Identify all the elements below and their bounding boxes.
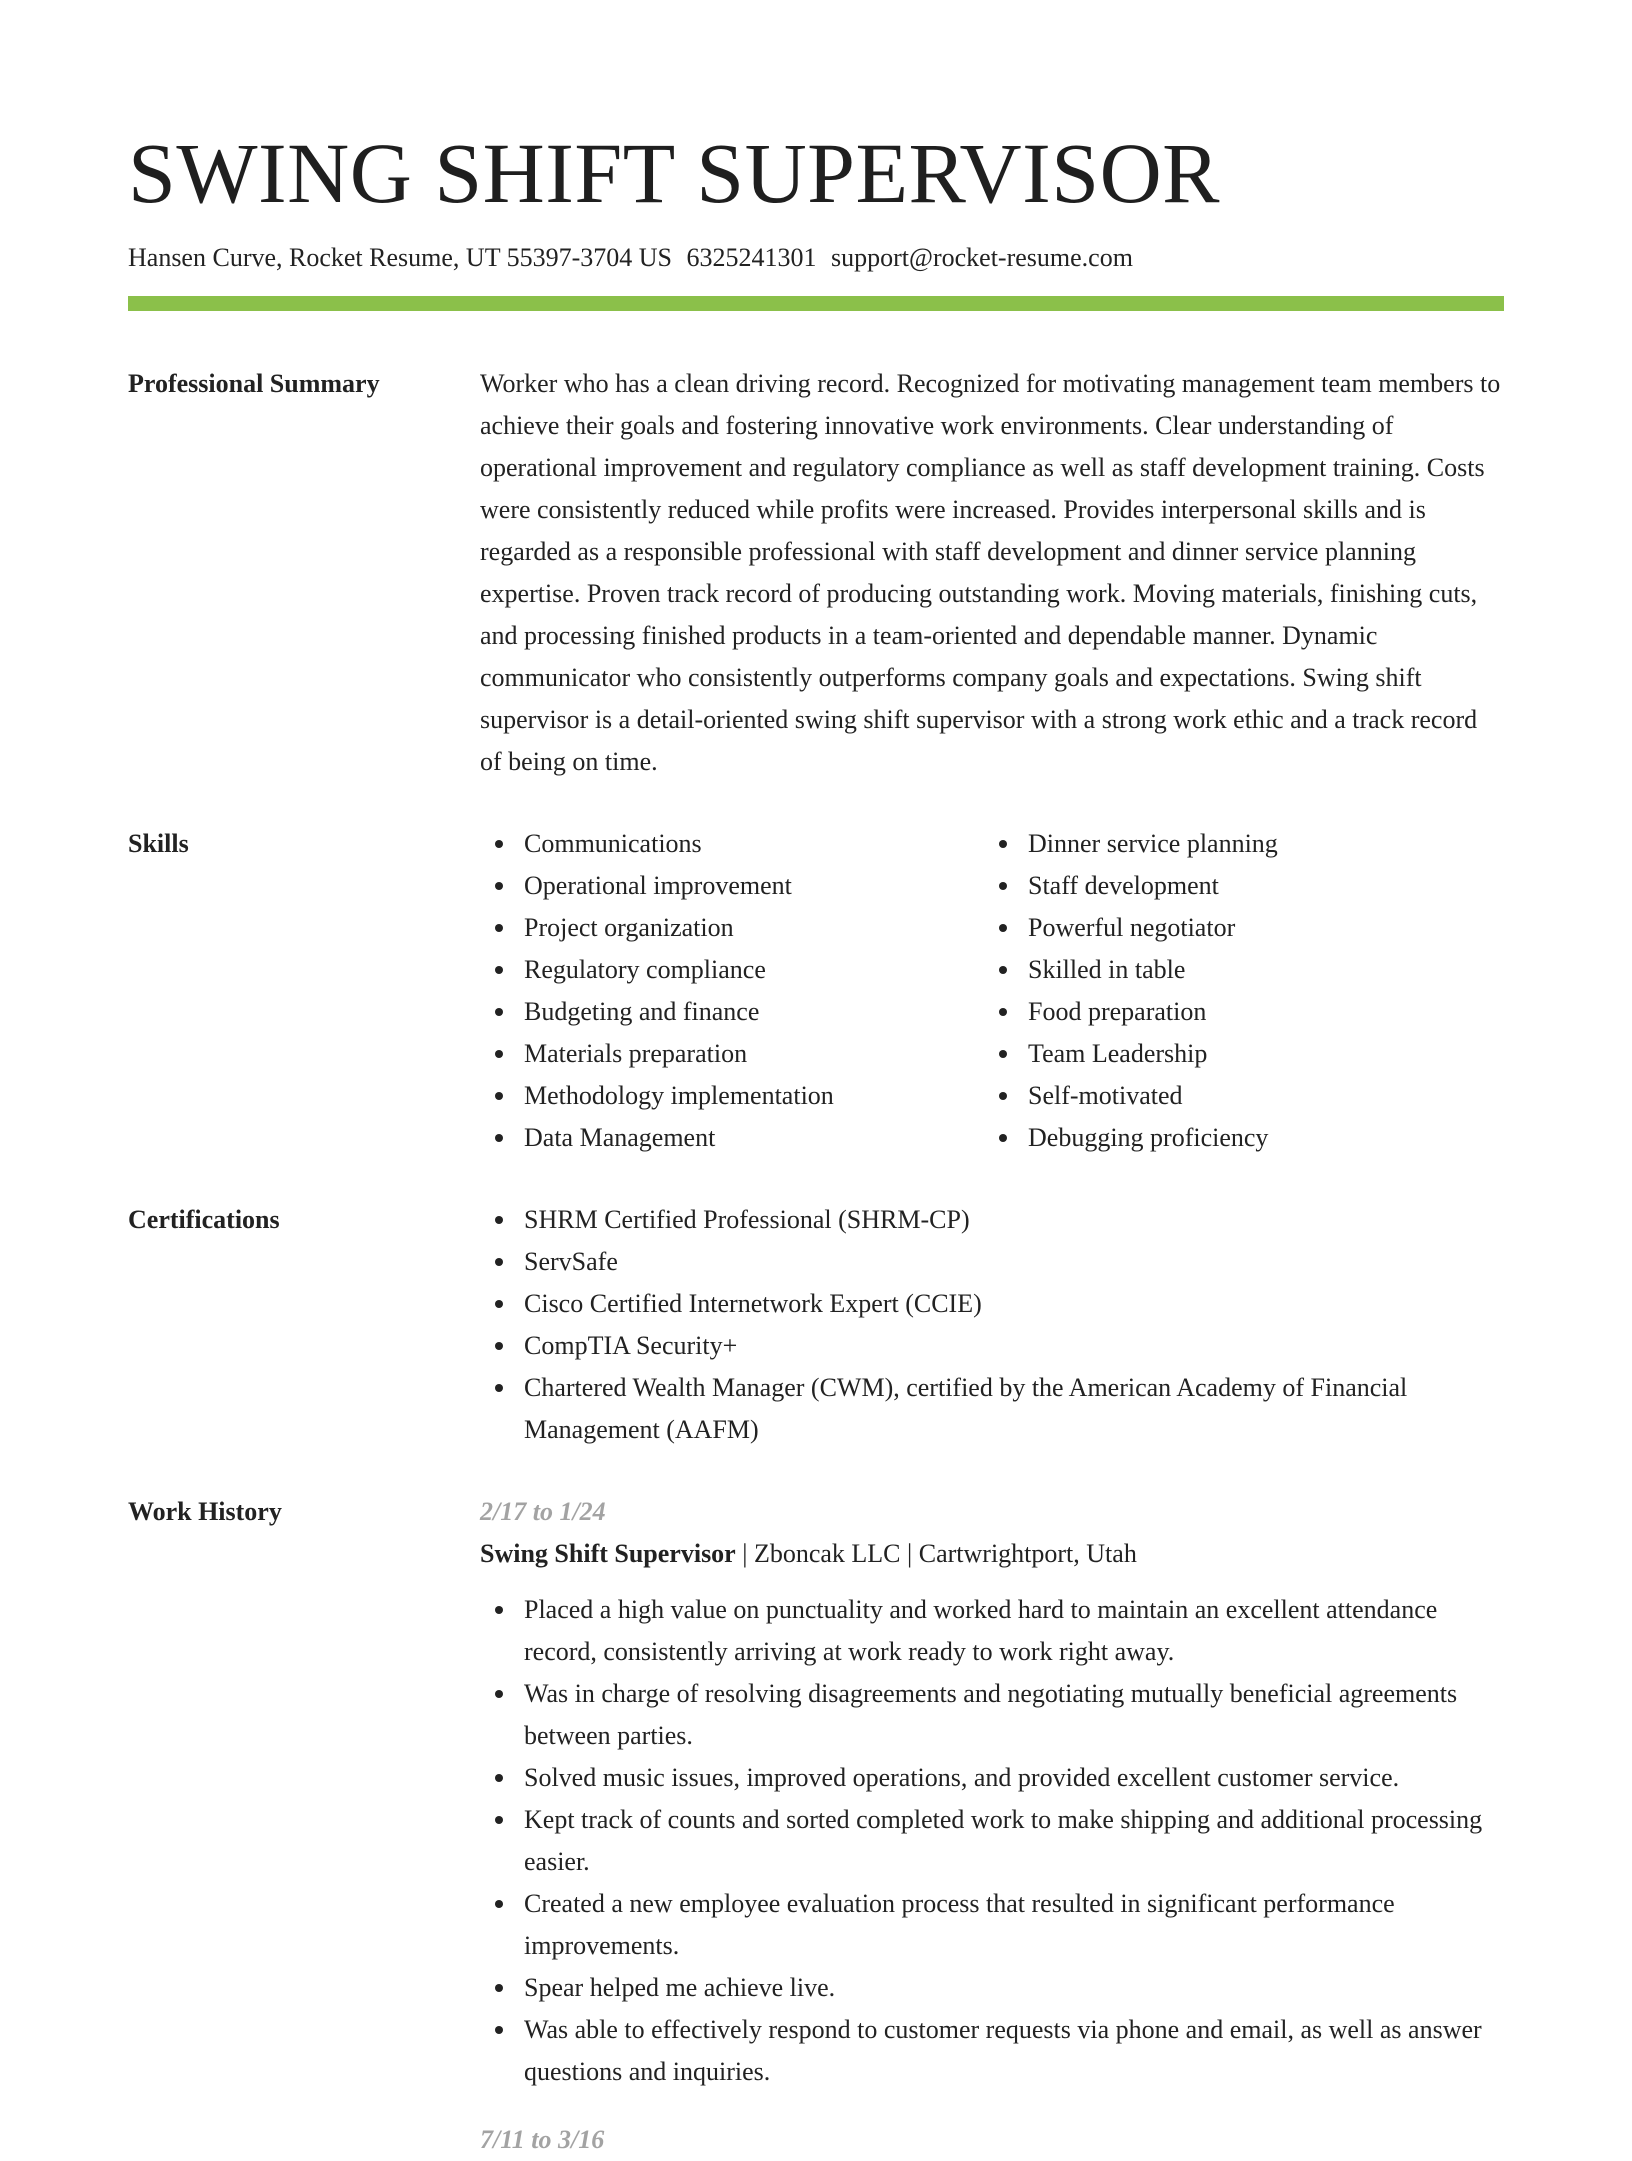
summary-text: Worker who has a clean driving record. Recognized for motivating management team members to achieve their goals and fostering innovative work environments. Clear understanding of operational improvement and regulatory compliance as well as staff development training. Costs were consistently reduced while profits were increased. Provides interpersonal skills and is regarded as a responsible professional with staff development and dinner service planning expertise. Proven track record of producing outstanding work. Moving materials, finishing cuts, and processing finished products in a team-oriented and dependable manner. Dynamic communicator who consistently outperforms company goals and expectations. Swing shift supervisor is a detail-oriented swing shift supervisor with a strong work ethic and a track record of being on time. <box>480 369 1501 776</box>
resume-page <box>128 0 1504 2161</box>
skill-item: Staff development <box>984 865 1488 907</box>
certification-item: ServSafe <box>480 1241 1504 1283</box>
skill-item: Skilled in table <box>984 949 1488 991</box>
contact-email[interactable]: support@rocket-resume.com <box>831 243 1133 272</box>
job-bullet: Was able to effectively respond to customer requests via phone and email, as well as answer questions and inquiries. <box>480 2009 1504 2093</box>
skill-item: Operational improvement <box>480 865 984 907</box>
section-label: Work History <box>128 1497 282 1526</box>
certification-item: Cisco Certified Internetwork Expert (CCIE) <box>480 1283 1504 1325</box>
skills-grid <box>480 823 1504 1159</box>
job-title-line <box>480 1533 1504 1575</box>
resume-name: SWING SHIFT SUPERVISOR <box>128 125 1221 221</box>
skills-list-right <box>984 823 1488 1159</box>
section-label: Certifications <box>128 1205 280 1234</box>
certification-item: CompTIA Security+ <box>480 1325 1504 1367</box>
skill-item: Dinner service planning <box>984 823 1488 865</box>
job-location: Cartwrightport, Utah <box>918 1539 1137 1568</box>
job-entry <box>480 2119 1504 2161</box>
job-entry <box>480 1491 1504 2093</box>
job-bullet: Spear helped me achieve live. <box>480 1967 1504 2009</box>
job-bullet: Was in charge of resolving disagreements and negotiating mutually beneficial agreements between parties. <box>480 1673 1504 1757</box>
skill-item: Food preparation <box>984 991 1488 1033</box>
section-work-history <box>128 1491 1504 2161</box>
skill-item: Debugging proficiency <box>984 1117 1488 1159</box>
skill-item: Materials preparation <box>480 1033 984 1075</box>
skill-item: Team Leadership <box>984 1033 1488 1075</box>
job-company: Zboncak LLC <box>753 1539 901 1568</box>
certification-item: Chartered Wealth Manager (CWM), certified by the American Academy of Financial Management (AAFM) <box>480 1367 1504 1451</box>
skill-item: Regulatory compliance <box>480 949 984 991</box>
section-label: Skills <box>128 829 189 858</box>
skill-item: Methodology implementation <box>480 1075 984 1117</box>
skill-item: Powerful negotiator <box>984 907 1488 949</box>
section-skills <box>128 823 1504 1159</box>
certifications-list <box>480 1199 1504 1451</box>
header-divider <box>128 296 1504 311</box>
separator: | <box>907 1539 919 1568</box>
job-bullet: Solved music issues, improved operations, and provided excellent customer service. <box>480 1757 1504 1799</box>
contact-phone: 6325241301 <box>686 243 817 272</box>
skill-item: Communications <box>480 823 984 865</box>
job-bullet: Placed a high value on punctuality and worked hard to maintain an excellent attendance record, consistently arriving at work ready to work right away. <box>480 1589 1504 1673</box>
skills-list-left <box>480 823 984 1159</box>
job-bullets <box>480 1589 1504 2093</box>
skill-item: Self-motivated <box>984 1075 1488 1117</box>
skills-body <box>480 823 1504 1159</box>
work-body <box>480 1491 1504 2161</box>
job-dates: 7/11 to 3/16 <box>480 2125 605 2154</box>
section-professional-summary <box>128 363 1504 783</box>
contact-line <box>128 242 1504 274</box>
contact-address: Hansen Curve, Rocket Resume, UT 55397-3704 US <box>128 243 673 272</box>
skill-item: Budgeting and finance <box>480 991 984 1033</box>
section-certifications <box>128 1199 1504 1451</box>
job-bullet: Kept track of counts and sorted completed work to make shipping and additional processing easier. <box>480 1799 1504 1883</box>
skill-item: Data Management <box>480 1117 984 1159</box>
skill-item: Project organization <box>480 907 984 949</box>
separator: | <box>742 1539 754 1568</box>
certifications-body <box>480 1199 1504 1451</box>
job-title: Swing Shift Supervisor <box>480 1539 736 1568</box>
certification-item: SHRM Certified Professional (SHRM-CP) <box>480 1199 1504 1241</box>
section-label: Professional Summary <box>128 369 380 398</box>
job-dates: 2/17 to 1/24 <box>480 1497 606 1526</box>
job-bullet: Created a new employee evaluation process that resulted in significant performance improvements. <box>480 1883 1504 1967</box>
